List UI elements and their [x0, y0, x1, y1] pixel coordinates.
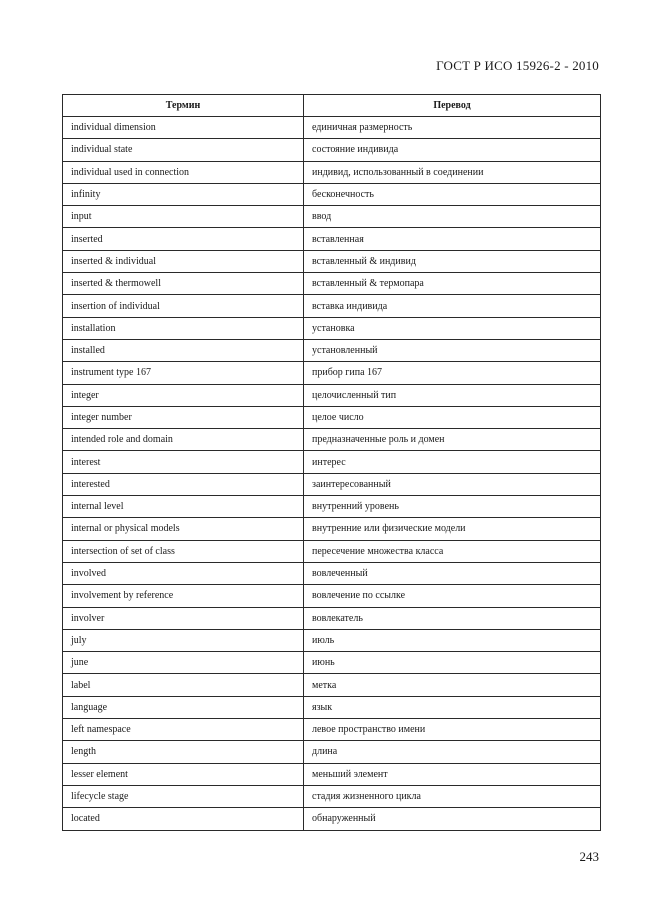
table-row — [63, 808, 601, 830]
translation-cell: вовлеченный — [304, 562, 601, 584]
table-row — [63, 607, 601, 629]
table-row — [63, 161, 601, 183]
translation-cell: меньший элемент — [304, 763, 601, 785]
term-cell: lesser element — [63, 763, 304, 785]
translation-cell: ввод — [304, 206, 601, 228]
term-cell: integer — [63, 384, 304, 406]
term-cell: left namespace — [63, 719, 304, 741]
term-cell: inserted & individual — [63, 250, 304, 272]
column-header-translation: Перевод — [304, 95, 601, 117]
translation-cell: бесконечность — [304, 183, 601, 205]
translation-cell: внутренний уровень — [304, 496, 601, 518]
table-row — [63, 741, 601, 763]
term-cell: interested — [63, 473, 304, 495]
term-cell: involvement by reference — [63, 585, 304, 607]
table-row — [63, 473, 601, 495]
term-cell: internal level — [63, 496, 304, 518]
translation-cell: прибор гипа 167 — [304, 362, 601, 384]
term-cell: integer number — [63, 406, 304, 428]
term-cell: label — [63, 674, 304, 696]
table-row — [63, 562, 601, 584]
term-cell: inserted — [63, 228, 304, 250]
table-row — [63, 696, 601, 718]
table-row — [63, 629, 601, 651]
term-cell: language — [63, 696, 304, 718]
term-cell: individual state — [63, 139, 304, 161]
table-row — [63, 339, 601, 361]
table-row — [63, 295, 601, 317]
table-row — [63, 652, 601, 674]
table-row — [63, 451, 601, 473]
translation-cell: интерес — [304, 451, 601, 473]
term-cell: input — [63, 206, 304, 228]
term-cell: intersection of set of class — [63, 540, 304, 562]
term-cell: length — [63, 741, 304, 763]
table-row — [63, 206, 601, 228]
term-cell: individual used in connection — [63, 161, 304, 183]
term-cell: inserted & thermowell — [63, 273, 304, 295]
translation-cell: предназначенные роль и домен — [304, 429, 601, 451]
translation-cell: заинтересованный — [304, 473, 601, 495]
table-row — [63, 518, 601, 540]
term-cell: instrument type 167 — [63, 362, 304, 384]
translation-cell: целое число — [304, 406, 601, 428]
table-row — [63, 540, 601, 562]
translation-cell: пересечение множества класса — [304, 540, 601, 562]
table-row — [63, 785, 601, 807]
document-standard-code: ГОСТ Р ИСО 15926-2 - 2010 — [436, 58, 599, 73]
translation-cell: вставленный & термопара — [304, 273, 601, 295]
table-row — [63, 674, 601, 696]
table-row — [63, 117, 601, 139]
translation-cell: целочисленный тип — [304, 384, 601, 406]
translation-cell: длина — [304, 741, 601, 763]
translation-cell: установка — [304, 317, 601, 339]
table-row — [63, 496, 601, 518]
glossary-table — [62, 94, 601, 831]
translation-cell: левое пространство имени — [304, 719, 601, 741]
table-row — [63, 384, 601, 406]
term-cell: intended role and domain — [63, 429, 304, 451]
translation-cell: вставленная — [304, 228, 601, 250]
translation-cell: вставка индивида — [304, 295, 601, 317]
term-cell: involver — [63, 607, 304, 629]
translation-cell: стадия жизненного цикла — [304, 785, 601, 807]
term-cell: individual dimension — [63, 117, 304, 139]
table-row — [63, 362, 601, 384]
term-cell: infinity — [63, 183, 304, 205]
term-cell: june — [63, 652, 304, 674]
translation-cell: установленный — [304, 339, 601, 361]
translation-cell: состояние индивида — [304, 139, 601, 161]
table-row — [63, 317, 601, 339]
table-row — [63, 139, 601, 161]
table-row — [63, 585, 601, 607]
table-row — [63, 719, 601, 741]
table-row — [63, 429, 601, 451]
table-row — [63, 406, 601, 428]
table-row — [63, 228, 601, 250]
page-number: 243 — [579, 849, 599, 864]
translation-cell: единичная размерность — [304, 117, 601, 139]
table-body — [63, 117, 601, 831]
translation-cell: вставленный & индивид — [304, 250, 601, 272]
table-row — [63, 183, 601, 205]
term-cell: insertion of individual — [63, 295, 304, 317]
translation-cell: индивид, использованный в соединении — [304, 161, 601, 183]
term-cell: july — [63, 629, 304, 651]
table-header-row — [63, 95, 601, 117]
translation-cell: обнаруженный — [304, 808, 601, 830]
translation-cell: июнь — [304, 652, 601, 674]
translation-cell: метка — [304, 674, 601, 696]
column-header-term: Термин — [63, 95, 304, 117]
translation-cell: язык — [304, 696, 601, 718]
translation-cell: внутренние или физические модели — [304, 518, 601, 540]
translation-cell: июль — [304, 629, 601, 651]
term-cell: located — [63, 808, 304, 830]
term-cell: installation — [63, 317, 304, 339]
term-cell: involved — [63, 562, 304, 584]
term-cell: installed — [63, 339, 304, 361]
translation-cell: вовлечение по ссылке — [304, 585, 601, 607]
table-row — [63, 250, 601, 272]
table-row — [63, 763, 601, 785]
term-cell: interest — [63, 451, 304, 473]
translation-cell: вовлекатель — [304, 607, 601, 629]
term-cell: lifecycle stage — [63, 785, 304, 807]
table-row — [63, 273, 601, 295]
term-cell: internal or physical models — [63, 518, 304, 540]
